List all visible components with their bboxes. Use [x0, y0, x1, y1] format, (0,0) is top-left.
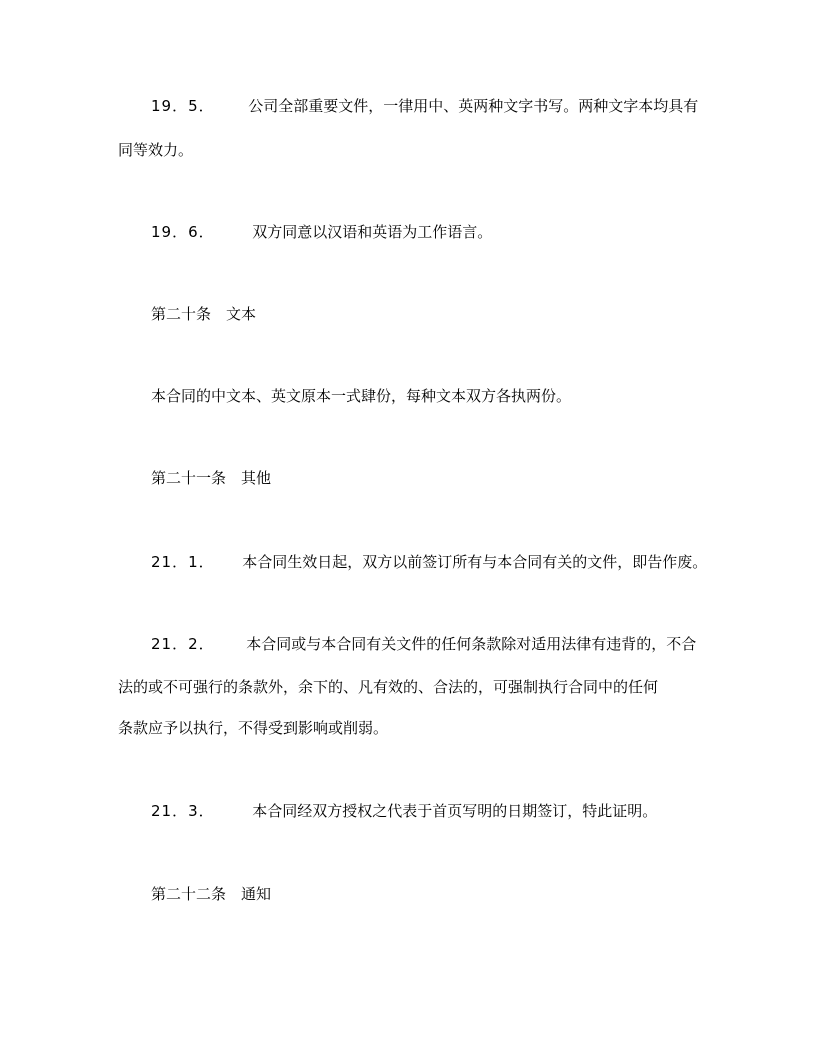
clause-text: 同等效力。 — [118, 141, 194, 159]
clause-number: 21．2． — [151, 635, 215, 653]
article-21-heading — [151, 468, 708, 488]
clause-21-2-line-1 — [151, 634, 708, 654]
article-title: 第二十一条 其他 — [151, 469, 272, 487]
clause-21-2-line-2 — [118, 677, 708, 697]
clause-19-5-line-1 — [151, 96, 708, 116]
clause-text: 本合同生效日起，双方以前签订所有与本合同有关的文件，即告作废。 — [242, 553, 708, 571]
clause-number: 21．1． — [151, 553, 215, 571]
article-20-heading — [151, 304, 708, 324]
clause-text: 公司全部重要文件，一律用中、英两种文字书写。两种文字本均具有 — [248, 97, 699, 115]
clause-number: 19．5． — [151, 97, 215, 115]
clause-19-5-line-2 — [118, 140, 708, 160]
clause-number: 21．3． — [151, 802, 215, 820]
clause-text: 双方同意以汉语和英语为工作语言。 — [252, 223, 493, 241]
clause-19-6 — [151, 222, 708, 242]
article-title: 第二十条 文本 — [151, 305, 257, 323]
clause-text: 本合同经双方授权之代表于首页写明的日期签订，特此证明。 — [252, 802, 658, 820]
article-22-heading — [151, 884, 708, 904]
paragraph-text: 本合同的中文本、英文原本一式肆份，每种文本双方各执两份。 — [151, 387, 572, 405]
clause-text: 法的或不可强行的条款外，余下的、凡有效的、合法的，可强制执行合同中的任何 — [118, 678, 659, 696]
clause-text: 本合同或与本合同有关文件的任何条款除对适用法律有违背的，不合 — [246, 635, 697, 653]
clause-21-2-line-3 — [118, 718, 708, 738]
clause-number: 19．6． — [151, 223, 215, 241]
clause-21-1 — [151, 552, 708, 572]
clause-21-3 — [151, 801, 708, 821]
article-20-body — [151, 386, 708, 406]
clause-text: 条款应予以执行，不得受到影响或削弱。 — [118, 719, 389, 737]
article-title: 第二十二条 通知 — [151, 885, 272, 903]
